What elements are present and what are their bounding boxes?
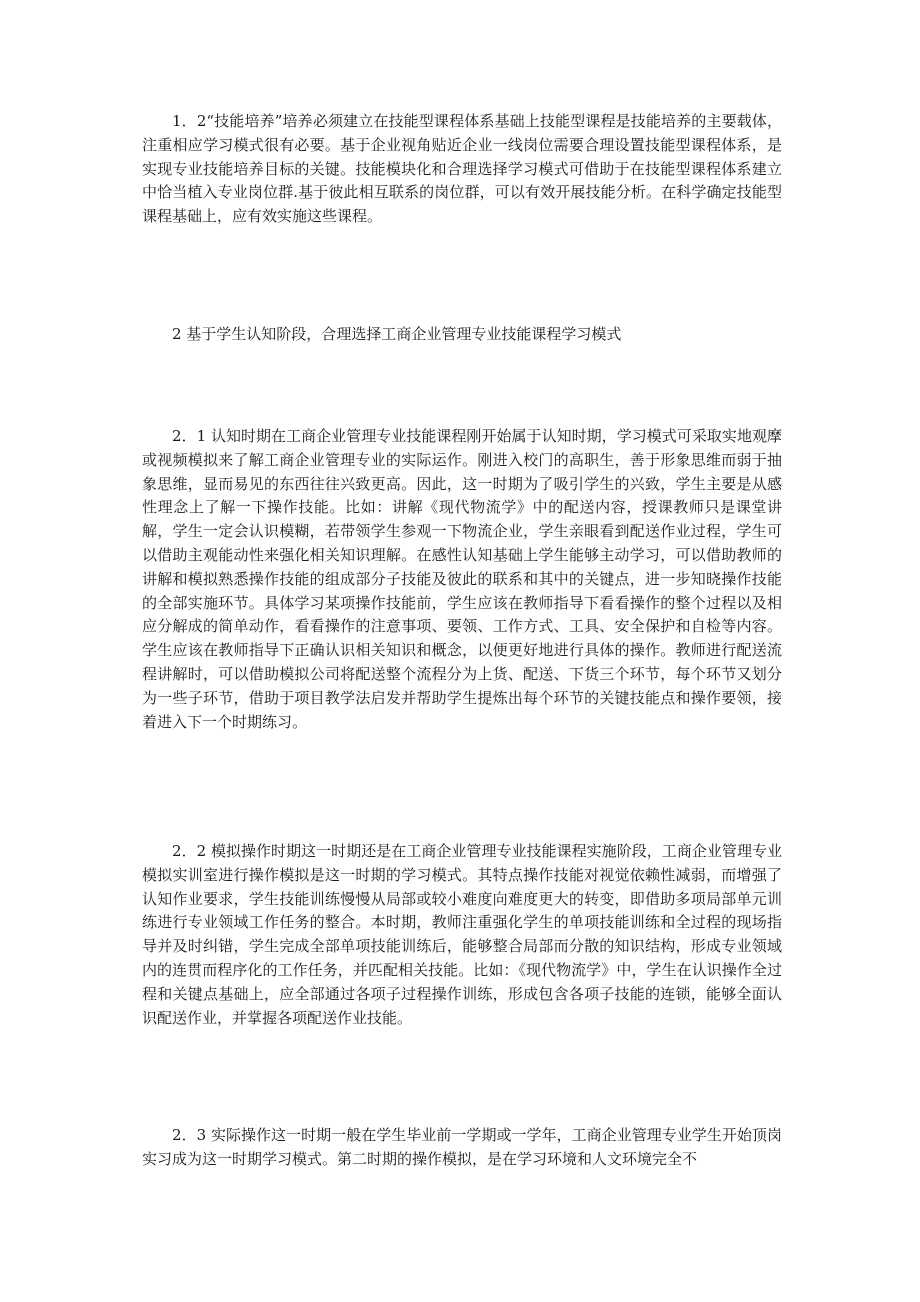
paragraph-2-3: 2．3 实际操作这一时期一般在学生毕业前一学期或一学年，工商企业管理专业学生开始顶岗实习成为这一时期学习模式。第二时期的操作模拟，是在学习环境和人文环境完全不 <box>142 1126 782 1168</box>
section-heading-2: 2 基于学生认知阶段，合理选择工商企业管理专业技能课程学习模式 <box>172 325 622 343</box>
paragraph-2-2: 2．2 模拟操作时期这一时期还是在工商企业管理专业技能课程实施阶段，工商企业管理专业模拟实训室进行操作模拟是这一时期的学习模式。其特点操作技能对视觉依赖性减弱，而增强了认知作业要求，学生技能训练慢慢从局部或较小难度向难度更大的转变，即借助多项局部单元训练进行专业领域工作任务的整合。本时期，教师注重强化学生的单项技能训练和全过程的现场指导并及时纠错，学生完成全部单项技能训练后，能够整合局部而分散的知识结构，形成专业领域内的连贯而程序化的工作任务，并匹配相关技能。比如：《现代物流学》中，学生在认识操作全过程和关键点基础上，应全部通过各项子过程操作训练，形成包含各项子技能的连锁，能够全面认识配送作业，并掌握各项配送作业技能。 <box>142 842 782 1027</box>
paragraph-2-1: 2．1 认知时期在工商企业管理专业技能课程刚开始属于认知时期，学习模式可采取实地观摩或视频模拟来了解工商企业管理专业的实际运作。刚进入校门的高职生，善于形象思维而弱于抽象思维，显而易见的东西往往兴致更高。因此，这一时期为了吸引学生的兴致，学生主要是从感性理念上了解一下操作技能。比如：讲解《现代物流学》中的配送内容，授课教师只是课堂讲解，学生一定会认识模糊，若带领学生参观一下物流企业，学生亲眼看到配送作业过程，学生可以借助主观能动性来强化相关知识理解。在感性认知基础上学生能够主动学习，可以借助教师的讲解和模拟熟悉操作技能的组成部分子技能及彼此的联系和其中的关键点，进一步知晓操作技能的全部实施环节。具体学习某项操作技能前，学生应该在教师指导下看看操作的整个过程以及相应分解成的简单动作，看看操作的注意事项、要领、工作方式、工具、安全保护和自检等内容。学生应该在教师指导下正确认识相关知识和概念，以便更好地进行具体的操作。教师进行配送流程讲解时，可以借助模拟公司将配送整个流程分为上货、配送、下货三个环节，每个环节又划分为一些子环节，借助于项目教学法启发并帮助学生提炼出每个环节的关键技能点和操作要领，接着进入下一个时期练习。 <box>142 427 782 731</box>
paragraph-1-2: 1．2“技能培养”培养必须建立在技能型课程体系基础上技能型课程是技能培养的主要载体，注重相应学习模式很有必要。基于企业视角贴近企业一线岗位需要合理设置技能型课程体系，是实现专业技能培养目标的关键。技能模块化和合理选择学习模式可借助于在技能型课程体系建立中恰当植入专业岗位群.基于彼此相互联系的岗位群，可以有效开展技能分析。在科学确定技能型课程基础上，应有效实施这些课程。 <box>142 112 782 226</box>
